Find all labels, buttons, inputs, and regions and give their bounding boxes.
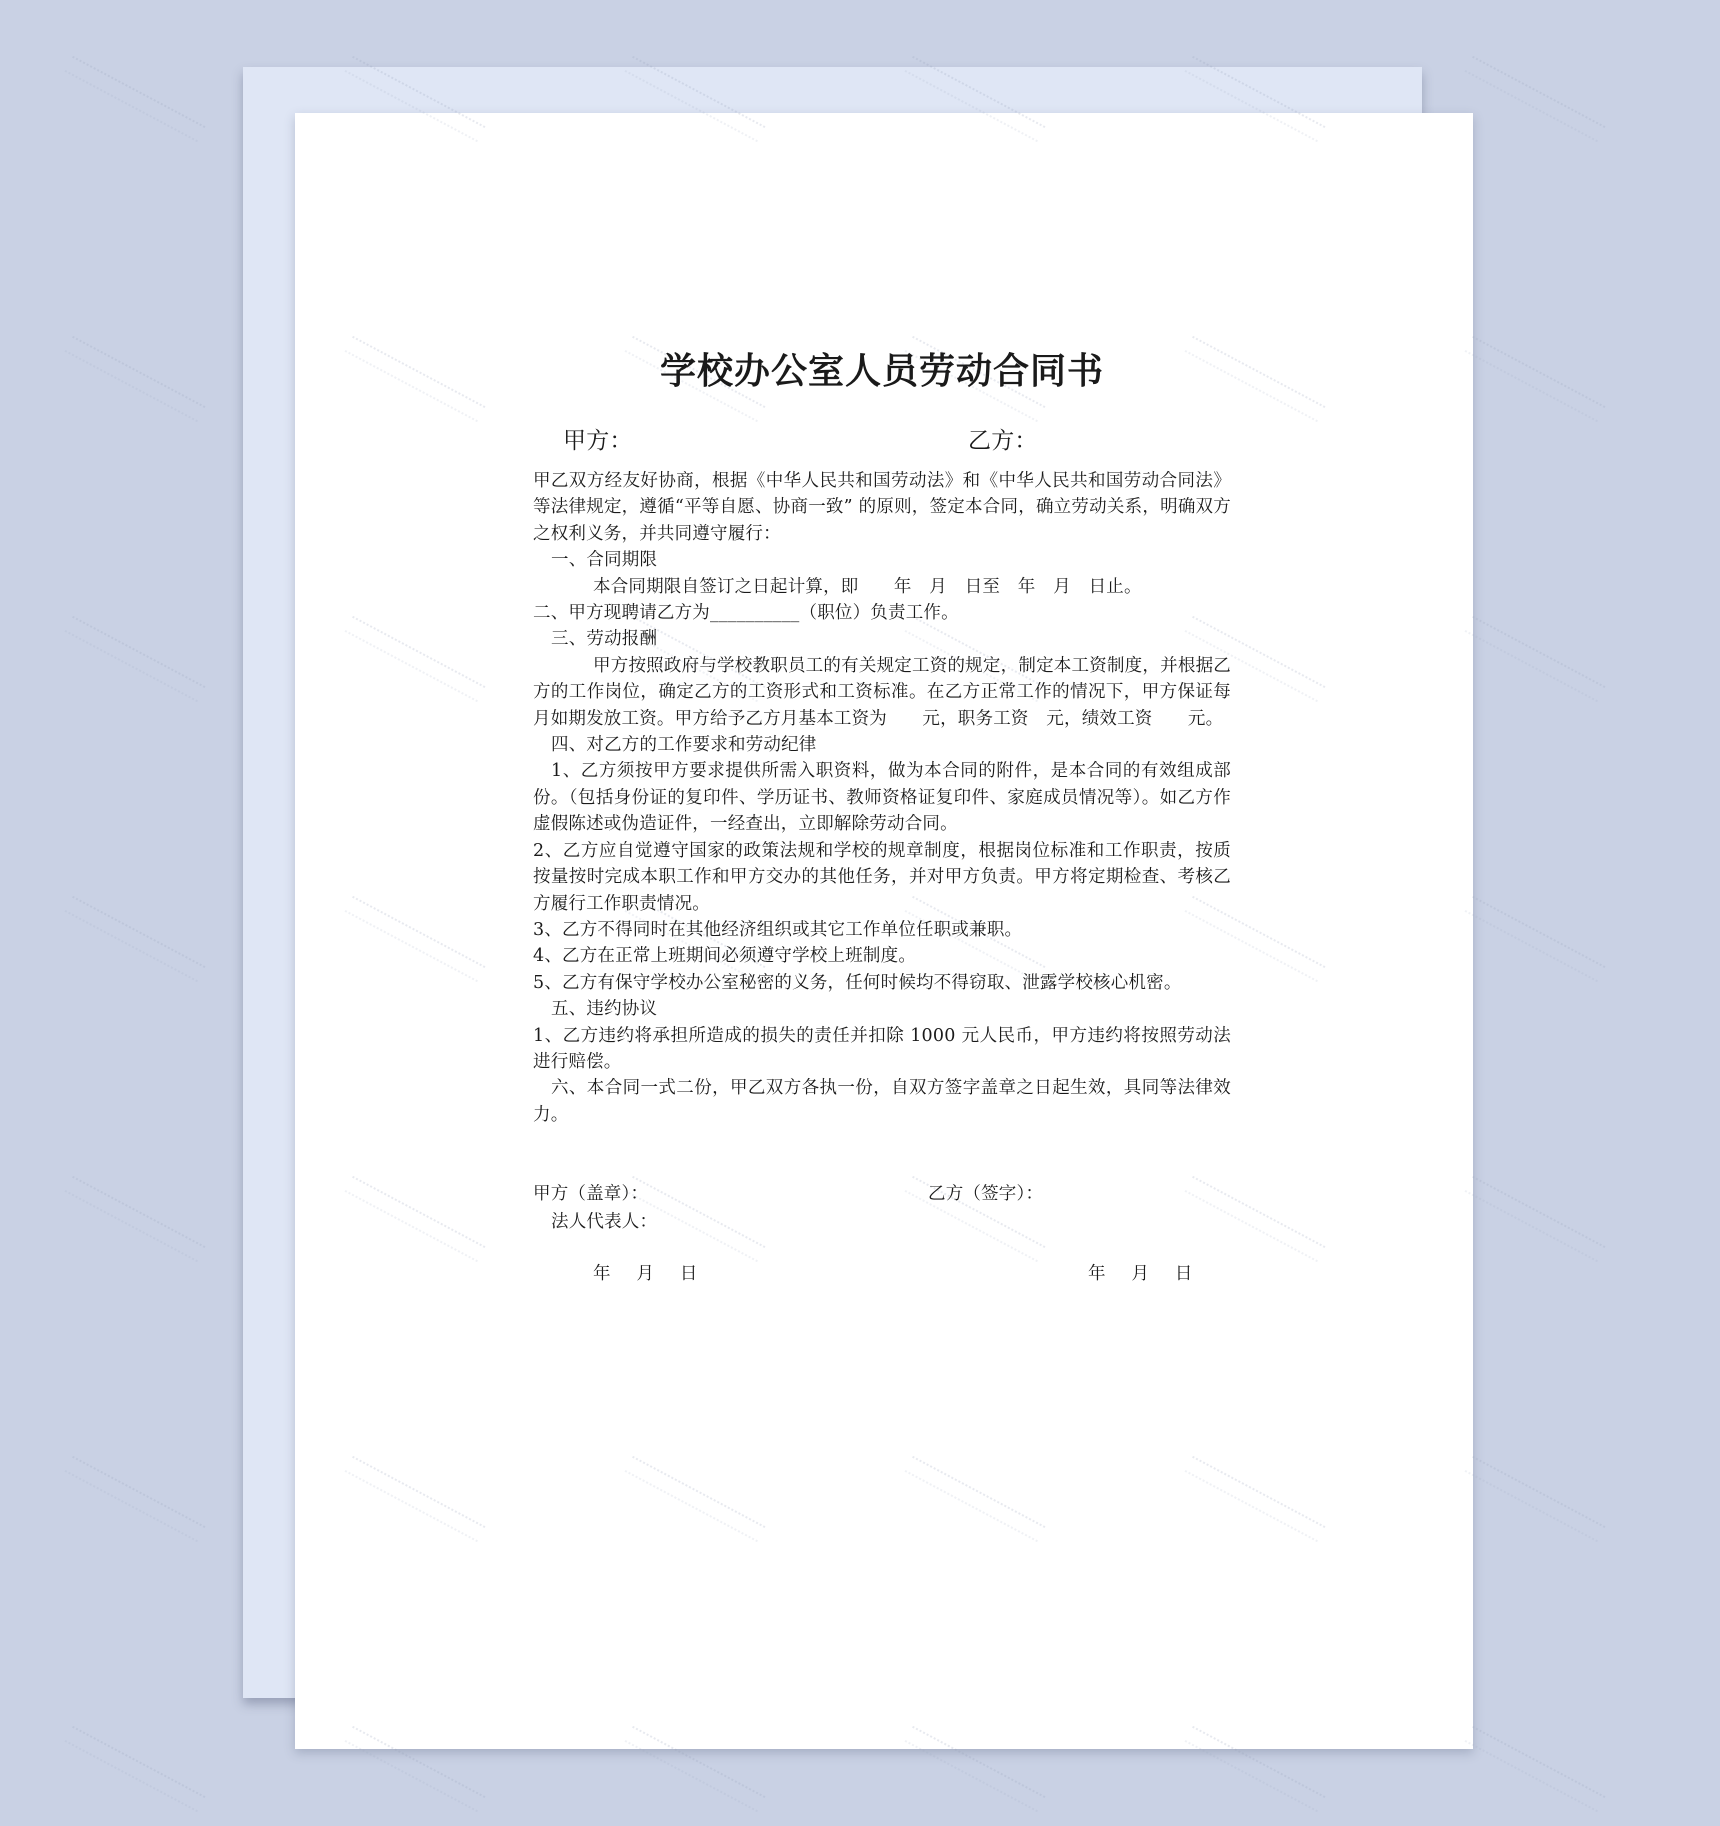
section-4-item-2: 2、乙方应自觉遵守国家的政策法规和学校的规章制度，根据岗位标准和工作职责，按质按量按时完成本职工作和甲方交办的其他任务，并对甲方负责。甲方将定期检查、考核乙方履行工作职责情况。	[533, 840, 1231, 914]
date-row	[533, 1260, 1231, 1288]
section-1-heading: 一、合同期限	[551, 550, 658, 571]
watermark-mark	[65, 616, 206, 702]
watermark-mark	[65, 1176, 206, 1262]
watermark-mark	[65, 1726, 206, 1812]
intro-paragraph: 甲乙双方经友好协商，根据《中华人民共和国劳动法》和《中华人民共和国劳动合同法》等法律规定，遵循“平等自愿、协商一致” 的原则，签定本合同，确立劳动关系，明确双方之权利义务，并共同遵守履行：	[533, 471, 1231, 544]
watermark-mark	[65, 56, 206, 142]
party-b-date: 年 月 日	[1088, 1264, 1193, 1285]
party-b-label: 乙方：	[968, 428, 1038, 454]
section-4-item-5: 5、乙方有保守学校办公室秘密的义务，任何时候均不得窃取、泄露学校核心机密。	[533, 972, 1182, 993]
section-2-text: 二、甲方现聘请乙方为__________（职位）负责工作。	[533, 603, 959, 624]
legal-representative-label: 法人代表人：	[551, 1212, 658, 1233]
document-title: 学校办公室人员劳动合同书	[659, 351, 1104, 392]
watermark-mark	[1465, 1456, 1606, 1542]
section-3-heading: 三、劳动报酬	[551, 629, 658, 650]
section-4-heading: 四、对乙方的工作要求和劳动纪律	[551, 735, 817, 756]
section-4-item-1: 1、乙方须按甲方要求提供所需入职资料，做为本合同的附件，是本合同的有效组成部份。（包括身份证的复印件、学历证书、教师资格证复印件、家庭成员情况等）。如乙方作虚假陈述或伪造证件，一经查出，立即解除劳动合同。	[533, 761, 1231, 835]
watermark-mark	[1465, 616, 1606, 702]
section-4-item-3: 3、乙方不得同时在其他经济组织或其它工作单位任职或兼职。	[533, 919, 1023, 940]
section-1-text: 本合同期限自签订之日起计算，即 年 月 日至 年 月 日止。	[593, 576, 1142, 597]
watermark-mark	[1465, 1176, 1606, 1262]
watermark-mark	[1465, 896, 1606, 982]
watermark-mark	[1465, 56, 1606, 142]
party-a-label: 甲方：	[563, 428, 633, 454]
section-6-text: 六、本合同一式二份，甲乙双方各执一份，自双方签字盖章之日起生效，具同等法律效力。	[533, 1078, 1231, 1125]
parties-row	[533, 424, 1231, 458]
watermark-mark	[65, 896, 206, 982]
party-a-date: 年 月 日	[593, 1264, 698, 1285]
party-b-signature-label: 乙方（签字）：	[928, 1184, 1044, 1205]
contract-document	[533, 340, 1231, 1288]
watermark-mark	[65, 1456, 206, 1542]
signature-row	[533, 1180, 1231, 1208]
section-5-text: 1、乙方违约将承担所造成的损失的责任并扣除 1000 元人民币，甲方违约将按照劳动法进行赔偿。	[533, 1025, 1231, 1072]
watermark-mark	[1465, 336, 1606, 422]
section-5-heading: 五、违约协议	[551, 999, 658, 1020]
party-a-seal-label: 甲方（盖章）：	[533, 1184, 649, 1205]
watermark-mark	[1465, 1726, 1606, 1812]
section-3-text: 甲方按照政府与学校教职员工的有关规定工资的规定，制定本工资制度，并根据乙方的工作岗位，确定乙方的工资形式和工资标准。在乙方正常工作的情况下，甲方保证每月如期发放工资。甲方给予乙方月基本工资为 元，职务工资 元，绩效工资 元。	[533, 655, 1231, 729]
section-4-item-4: 4、乙方在正常上班期间必须遵守学校上班制度。	[533, 946, 917, 967]
watermark-mark	[65, 336, 206, 422]
